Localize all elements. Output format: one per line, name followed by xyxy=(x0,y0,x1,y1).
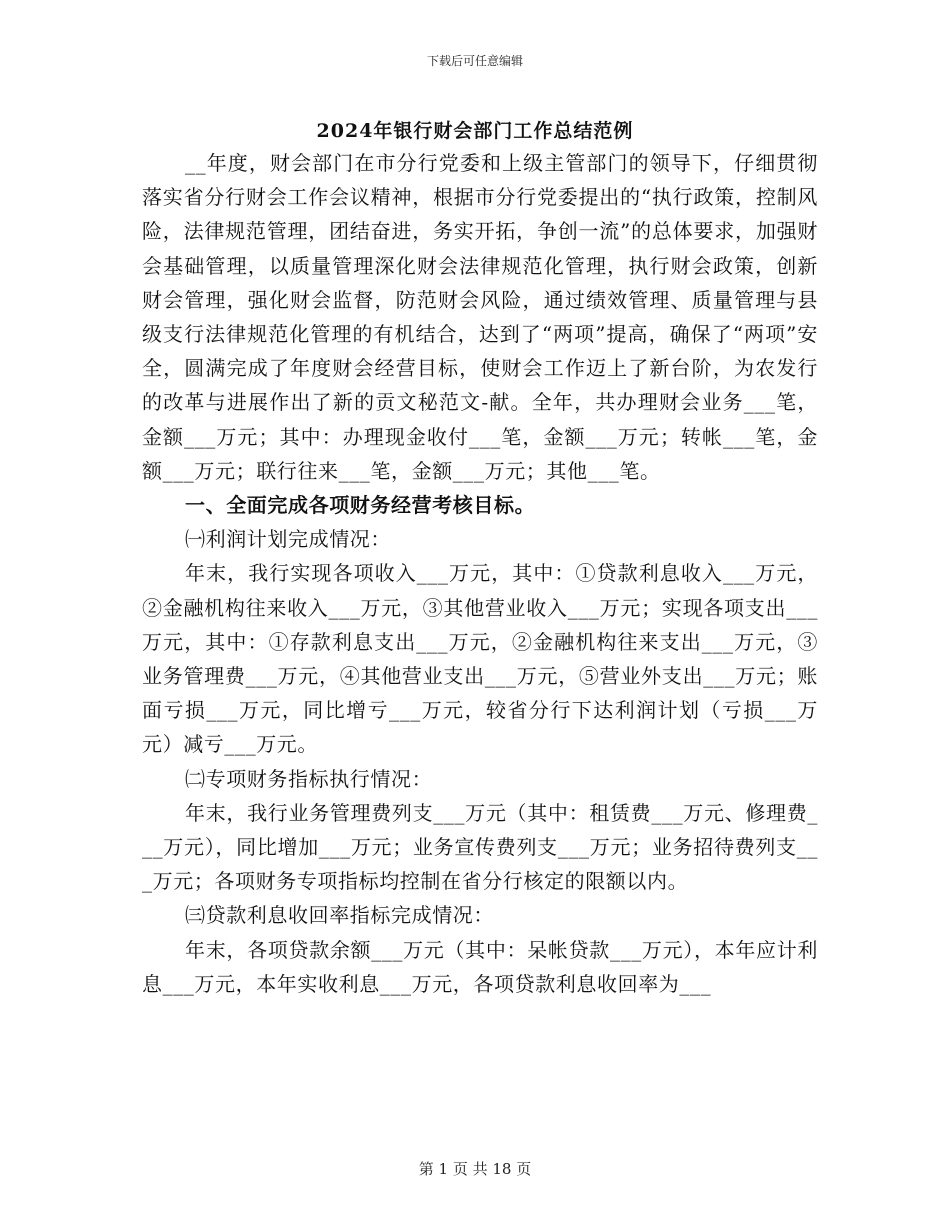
page-number-footer: 第 1 页 共 18 页 xyxy=(418,1160,532,1178)
document-body xyxy=(142,146,818,1001)
section-heading-1: 一、全面完成各项财务经营考核目标。 xyxy=(185,493,536,518)
profit-plan-paragraph: 年末，我行实现各项收入___万元，其中：①贷款利息收入___万元，②金融机构往来收入___万元，③其他营业收入___万元；实现各项支出___万元，其中：①存款利息支出___万元，②金融机构往来支出___万元，③业务管理费___万元，④其他营业支出___万元，⑤营业外支出___万元；账面亏损___万元，同比增亏___万元，较省分行下达利润计划（亏损___万元）减亏___万元。 xyxy=(142,561,818,757)
subheading-interest-recovery: ㈢贷款利息收回率指标完成情况： xyxy=(185,903,494,928)
subheading-profit-plan: ㈠利润计划完成情况： xyxy=(185,527,391,552)
special-indicators-paragraph: 年末，我行业务管理费列支___万元（其中：租赁费___万元、修理费___万元），同比增加___万元；业务宣传费列支___万元；业务招待费列支___万元；各项财务专项指标均控制在省分行核定的限额以内。 xyxy=(142,800,818,894)
document-title: 2024年银行财会部门工作总结范例 xyxy=(316,120,634,142)
intro-paragraph: __年度，财会部门在市分行党委和上级主管部门的领导下，仔细贯彻落实省分行财会工作会议精神，根据市分行党委提出的“执行政策，控制风险，法律规范管理，团结奋进，务实开拓，争创一流”的总体要求，加强财会基础管理，以质量管理深化财会法律规范化管理，执行财会政策，创新财会管理，强化财会监督，防范财会风险，通过绩效管理、质量管理与县级支行法律规范化管理的有机结合，达到了“两项”提高，确保了“两项”安全，圆满完成了年度财会经营目标，使财会工作迈上了新台阶，为农发行的改革与进展作出了新的贡文秘范文-献。全年，共办理财会业务___笔，金额___万元；其中：办理现金收付___笔，金额___万元；转帐___笔，金额___万元；联行往来___笔，金额___万元；其他___笔。 xyxy=(142,151,818,483)
subheading-special-indicators: ㈡专项财务指标执行情况： xyxy=(185,766,433,791)
interest-recovery-paragraph: 年末，各项贷款余额___万元（其中：呆帐贷款___万元），本年应计利息___万元，本年实收利息___万元，各项贷款利息收回率为___ xyxy=(142,937,818,996)
page-header-note: 下载后可任意编辑 xyxy=(426,54,523,68)
